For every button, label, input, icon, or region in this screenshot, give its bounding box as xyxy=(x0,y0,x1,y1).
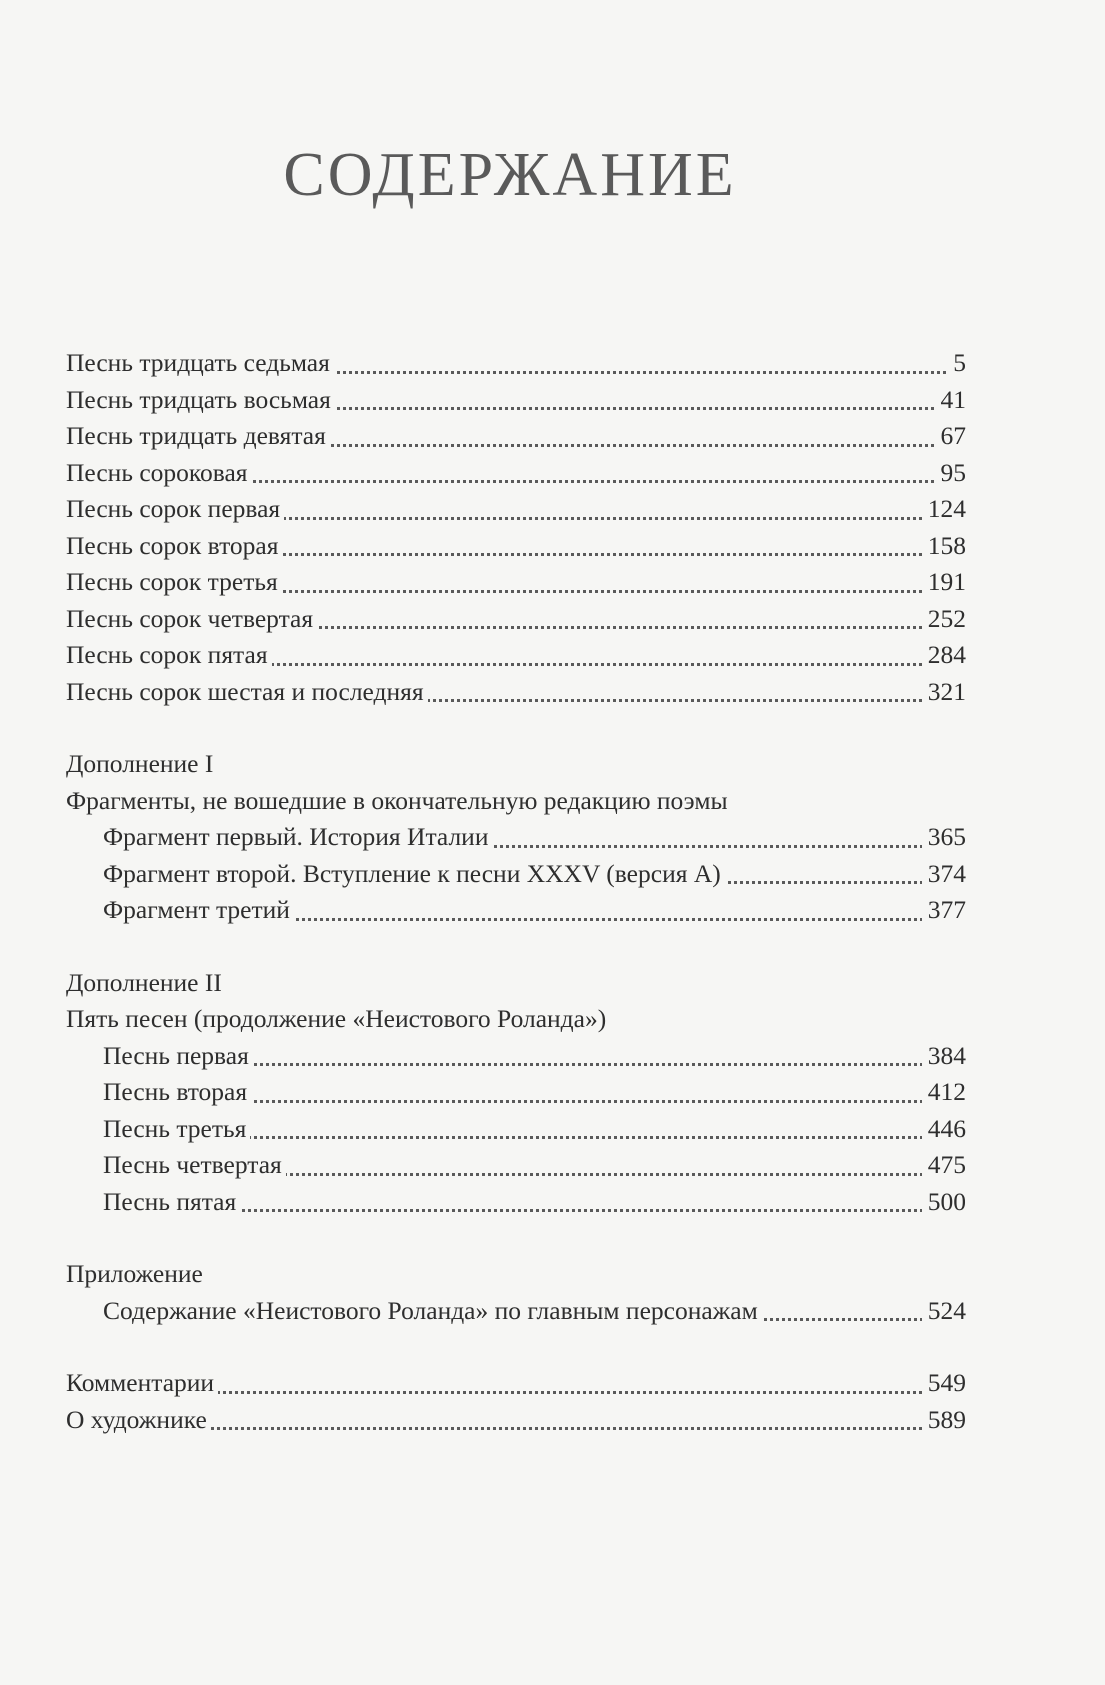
toc-entry-page: 124 xyxy=(922,491,966,528)
toc-entry-label: Песнь сорок пятая xyxy=(66,640,272,669)
toc-entry-page: 284 xyxy=(922,637,966,674)
toc-entry[interactable] xyxy=(66,1365,966,1402)
toc-entry-page: 321 xyxy=(922,674,966,711)
toc-entry-label: Песнь сорок первая xyxy=(66,494,284,523)
toc-entry-label: Песнь четвертая xyxy=(103,1150,286,1179)
toc-entry[interactable] xyxy=(103,1147,966,1184)
toc-entry-label: Фрагмент второй. Вступление к песни XXXV (версия А) xyxy=(103,859,725,888)
toc-entry-page: 67 xyxy=(935,418,967,455)
toc-entry[interactable] xyxy=(103,819,966,856)
toc-entry-label: О художнике xyxy=(66,1405,211,1434)
toc-entry-page: 41 xyxy=(935,382,967,419)
toc-entry[interactable] xyxy=(103,1111,966,1148)
toc-entry[interactable] xyxy=(66,418,966,455)
toc-entry-label: Комментарии xyxy=(66,1368,218,1397)
end-entries-list xyxy=(66,1365,966,1438)
toc-entry-label: Песнь вторая xyxy=(103,1077,251,1106)
toc-entry[interactable] xyxy=(66,1402,966,1439)
toc-entry-label: Песнь пятая xyxy=(103,1187,240,1216)
toc-entry-label: Песнь сороковая xyxy=(66,458,252,487)
toc-entry-label: Фрагмент третий xyxy=(103,895,294,924)
toc-entry-page: 524 xyxy=(922,1293,966,1330)
toc-entry-page: 365 xyxy=(922,819,966,856)
toc-entry[interactable] xyxy=(103,1038,966,1075)
appendix2-entries-list xyxy=(66,1038,966,1221)
toc-entry-page: 500 xyxy=(922,1184,966,1221)
toc-entry[interactable] xyxy=(66,674,966,711)
toc-entry[interactable] xyxy=(66,601,966,638)
toc-entry[interactable] xyxy=(66,491,966,528)
appendix1-entries-list xyxy=(66,819,966,929)
toc-entry[interactable] xyxy=(66,564,966,601)
toc-entry-page: 158 xyxy=(922,528,966,565)
toc-entry-page: 5 xyxy=(947,345,966,382)
toc-entry-label: Содержание «Неистового Роланда» по главным персонажам xyxy=(103,1296,762,1325)
supplement-entries-list xyxy=(66,1293,966,1330)
toc-entry-page: 412 xyxy=(922,1074,966,1111)
toc-entry-label: Фрагмент первый. История Италии xyxy=(103,822,492,851)
toc-entry[interactable] xyxy=(103,1074,966,1111)
toc-entry[interactable] xyxy=(66,345,966,382)
toc-entry-label: Песнь третья xyxy=(103,1114,250,1143)
toc-entry-page: 475 xyxy=(922,1147,966,1184)
toc-entry-page: 549 xyxy=(922,1365,966,1402)
toc-entry-page: 191 xyxy=(922,564,966,601)
supplement-heading: Приложение xyxy=(66,1259,203,1288)
page-title: СОДЕРЖАНИЕ xyxy=(283,141,737,209)
toc-entry-page: 252 xyxy=(922,601,966,638)
toc-entry[interactable] xyxy=(66,528,966,565)
toc-entry-page: 377 xyxy=(922,892,966,929)
toc-entry[interactable] xyxy=(103,892,966,929)
toc-entry[interactable] xyxy=(66,382,966,419)
main-entries-list xyxy=(66,345,966,710)
toc-entry-label: Песнь тридцать восьмая xyxy=(66,385,335,414)
toc-entry-label: Песнь тридцать девятая xyxy=(66,421,330,450)
toc-entry-label: Песнь сорок вторая xyxy=(66,531,282,560)
toc-entry[interactable] xyxy=(103,856,966,893)
toc-entry-label: Песнь сорок третья xyxy=(66,567,282,596)
toc-entry-page: 95 xyxy=(935,455,967,492)
toc-entry-page: 384 xyxy=(922,1038,966,1075)
toc-entry-page: 374 xyxy=(922,856,966,893)
table-of-contents xyxy=(66,345,966,1438)
toc-entry-page: 589 xyxy=(922,1402,966,1439)
toc-entry-page: 446 xyxy=(922,1111,966,1148)
toc-entry-label: Песнь сорок шестая и последняя xyxy=(66,677,428,706)
toc-entry[interactable] xyxy=(103,1293,966,1330)
appendix1-heading: Дополнение I xyxy=(66,749,214,778)
toc-entry[interactable] xyxy=(66,455,966,492)
appendix1-subheading: Фрагменты, не вошедшие в окончательную редакцию поэмы xyxy=(66,785,728,815)
toc-entry-label: Песнь тридцать седьмая xyxy=(66,348,334,377)
appendix2-heading: Дополнение II xyxy=(66,967,222,997)
toc-entry[interactable] xyxy=(66,637,966,674)
toc-entry-label: Песнь первая xyxy=(103,1041,253,1070)
appendix2-subheading: Пять песен (продолжение «Неистового Роланда») xyxy=(66,1004,607,1033)
toc-entry[interactable] xyxy=(103,1184,966,1221)
toc-entry-label: Песнь сорок четвертая xyxy=(66,604,317,633)
